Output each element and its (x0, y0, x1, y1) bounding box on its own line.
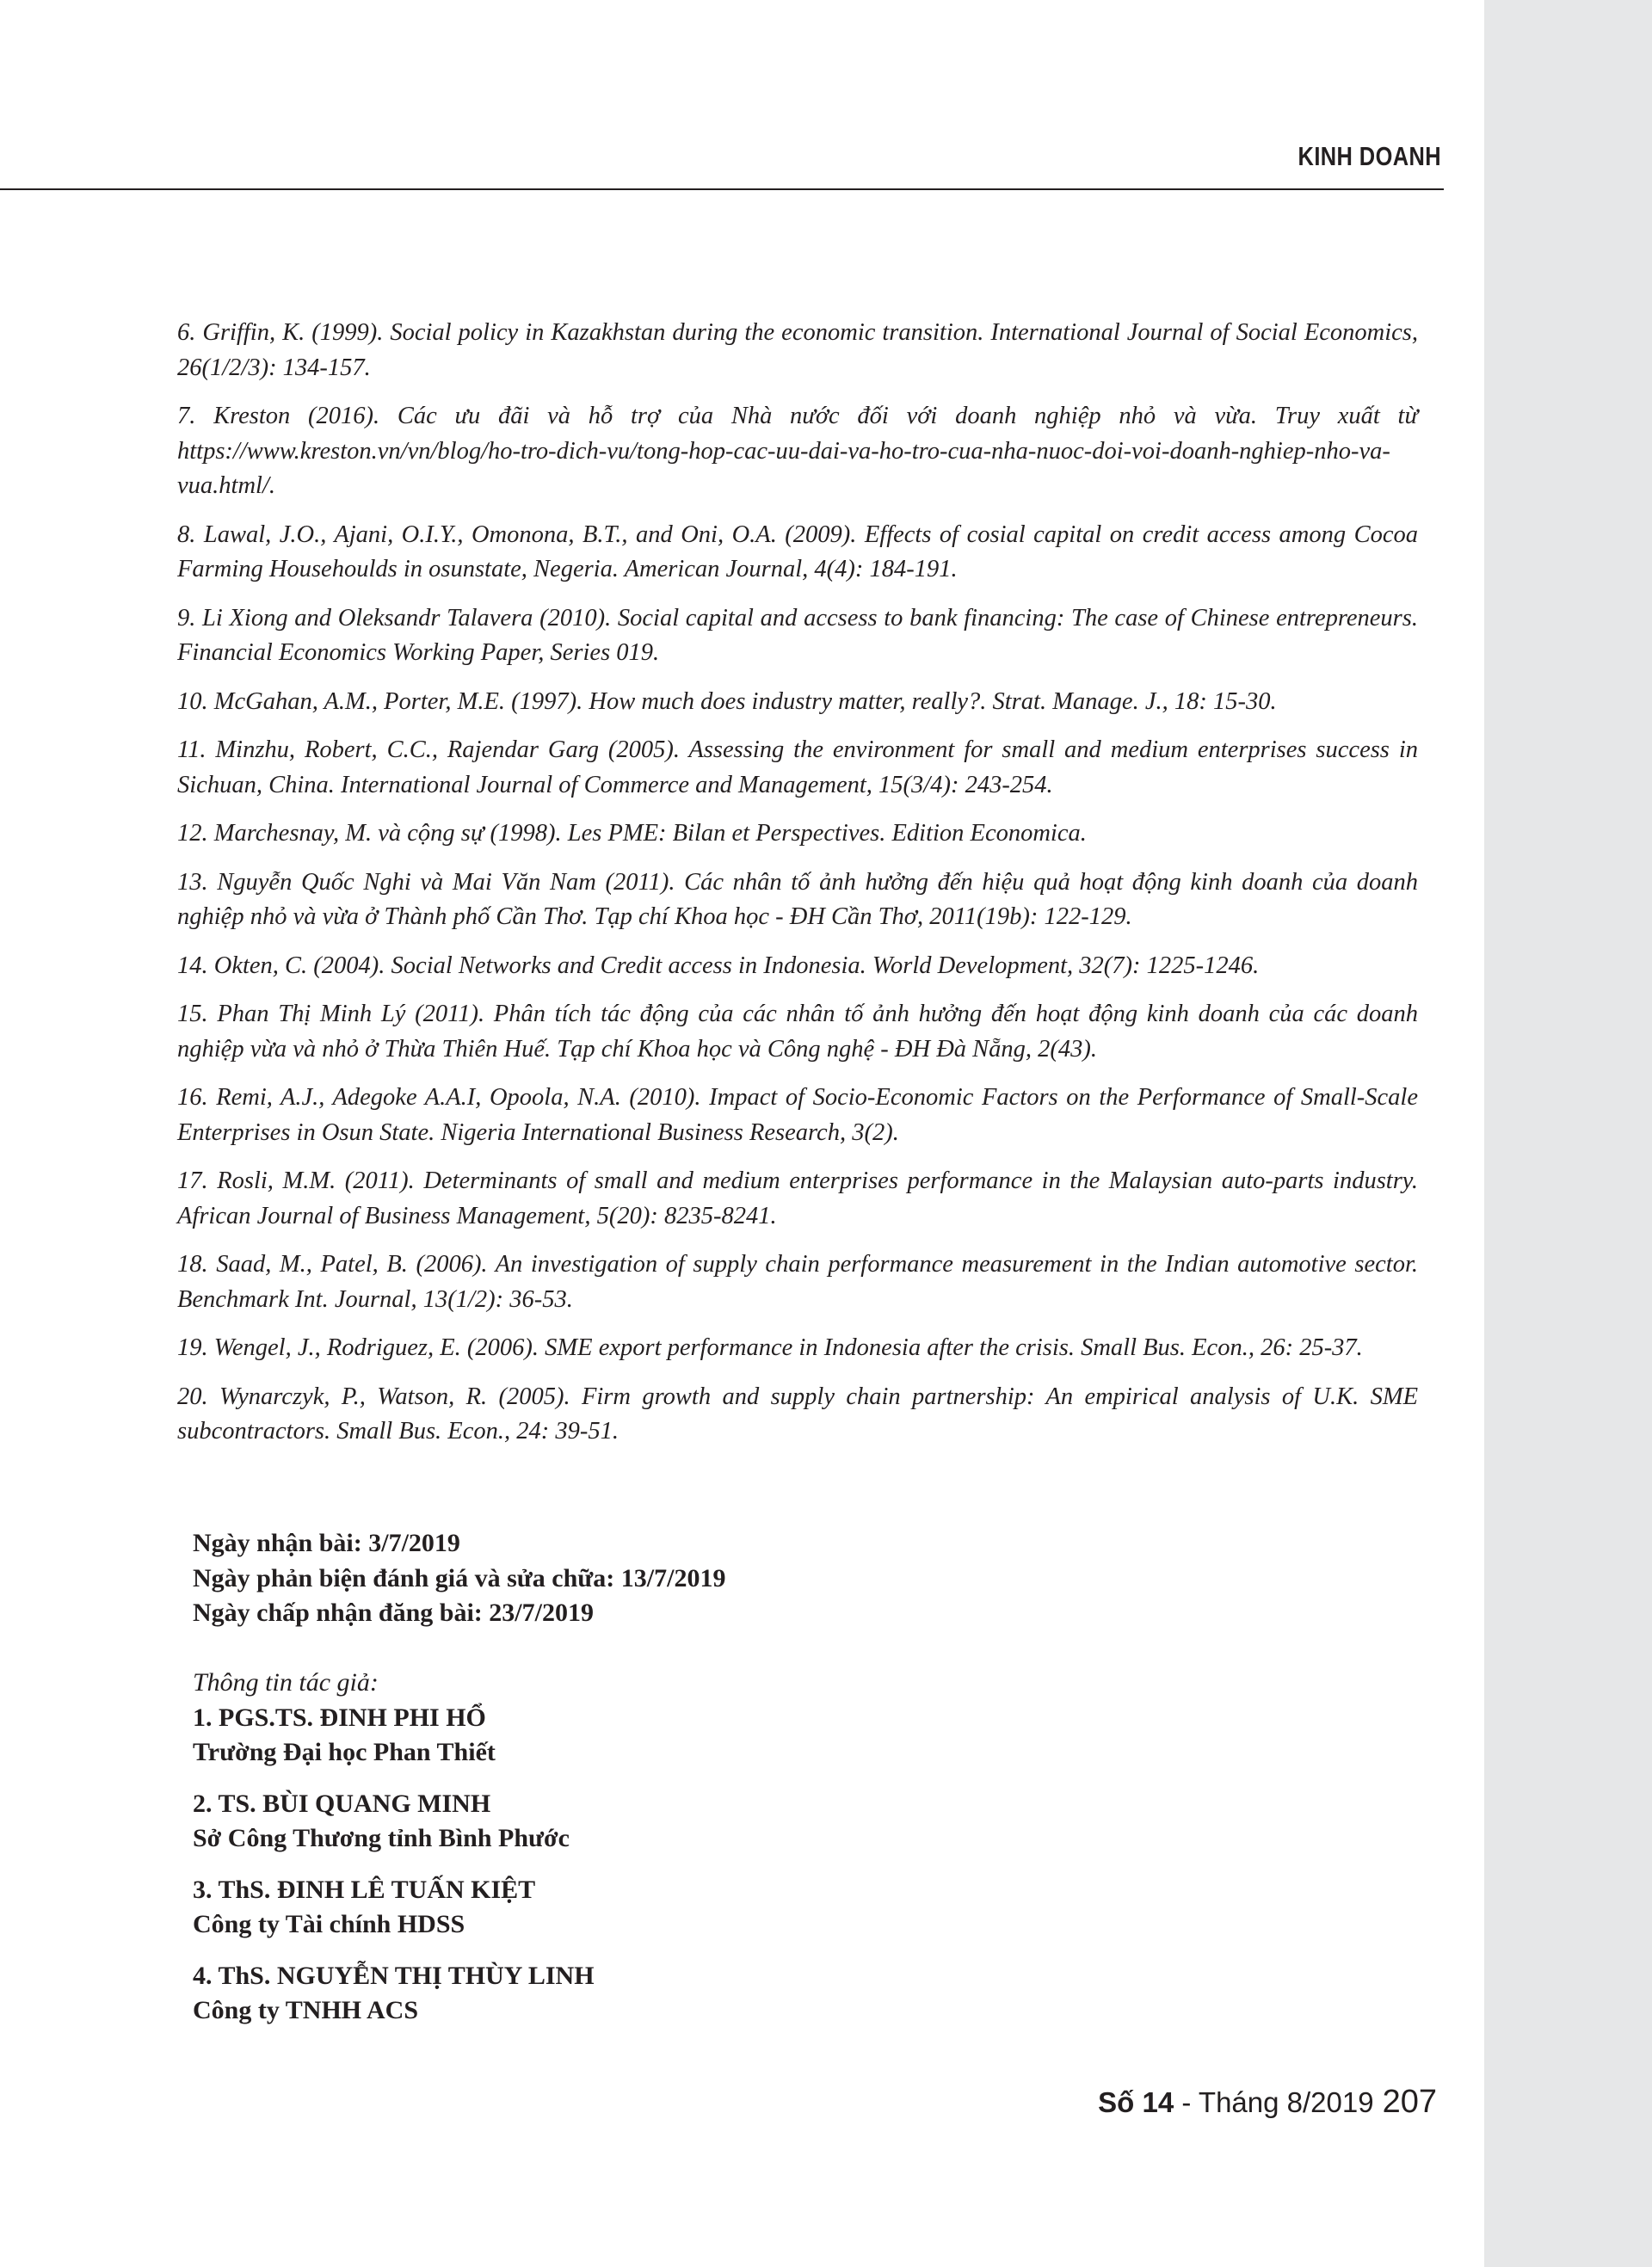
side-margin-band (1484, 0, 1652, 2267)
reference-item: 7. Kreston (2016). Các ưu đãi và hỗ trợ của Nhà nước đối với doanh nghiệp nhỏ và vừa. Truy xuất từ https://www.kreston.vn/vn/blog/ho-tro-dich-vu/tong-hop-cac-uu-dai-va-ho-tro-cua-nha-nuoc-doi-voi-doanh-nghiep-nho-va-vua.html/. (177, 403, 1418, 499)
article-dates (193, 1526, 1311, 1631)
reference-item: 9. Li Xiong and Oleksandr Talavera (2010). Social capital and accsess to bank financing: The case of Chinese entrepreneurs. Financial Economics Working Paper, Series 019. (177, 604, 1418, 666)
reference-item: 12. Marchesnay, M. và cộng sự (1998). Les PME: Bilan et Perspectives. Edition Economica. (177, 820, 1087, 847)
author-name: 4. ThS. NGUYỄN THỊ THÙY LINH (193, 1961, 595, 1990)
reference-item: 6. Griffin, K. (1999). Social policy in Kazakhstan during the economic transition. International Journal of Social Economics, 26(1/2/3): 134-157. (177, 319, 1418, 381)
section-label: KINH DOANH (1298, 141, 1441, 171)
accepted-date: Ngày chấp nhận đăng bài: 23/7/2019 (193, 1599, 594, 1627)
review-date: Ngày phản biện đánh giá và sửa chữa: 13/7/2019 (193, 1563, 726, 1592)
page-number: 207 (1382, 2084, 1437, 2120)
author-name: 2. TS. BÙI QUANG MINH (193, 1789, 491, 1818)
reference-item: 11. Minzhu, Robert, C.C., Rajendar Garg (2005). Assessing the environment for small and medium enterprises success in Sichuan, China. International Journal of Commerce and Management, 15(3/4): 243-254. (177, 736, 1418, 798)
author-name: 1. PGS.TS. ĐINH PHI HỔ (193, 1703, 486, 1732)
author-entry (193, 1959, 1311, 2029)
footer-separator: - (1174, 2086, 1199, 2118)
issue-number: Số 14 (1098, 2086, 1174, 2118)
author-info (193, 1666, 1311, 2045)
issue-month: Tháng 8/2019 (1198, 2086, 1374, 2118)
received-date: Ngày nhận bài: 3/7/2019 (193, 1529, 460, 1557)
reference-item: 13. Nguyễn Quốc Nghi và Mai Văn Nam (2011). Các nhân tố ảnh hưởng đến hiệu quả hoạt động kinh doanh của doanh nghiệp nhỏ và vừa ở Thành phố Cần Thơ. Tạp chí Khoa học - ĐH Cần Thơ, 2011(19b): 122-129. (177, 868, 1418, 930)
reference-item: 10. McGahan, A.M., Porter, M.E. (1997). How much does industry matter, really?. Strat. Manage. J., 18: 15-30. (177, 687, 1277, 715)
reference-list (177, 316, 1418, 1463)
author-affiliation: Công ty Tài chính HDSS (193, 1910, 465, 1938)
page-footer (1098, 2084, 1437, 2121)
reference-item: 14. Okten, C. (2004). Social Networks and Credit access in Indonesia. World Development, 32(7): 1225-1246. (177, 952, 1260, 979)
reference-item: 16. Remi, A.J., Adegoke A.A.I, Opoola, N.A. (2010). Impact of Socio-Economic Factors on the Performance of Small-Scale Enterprises in Osun State. Nigeria International Business Research, 3(2). (177, 1084, 1418, 1146)
reference-item: 18. Saad, M., Patel, B. (2006). An investigation of supply chain performance measurement in the Indian automotive sector. Benchmark Int. Journal, 13(1/2): 36-53. (177, 1251, 1418, 1313)
author-info-heading: Thông tin tác giả: (193, 1668, 379, 1697)
reference-item: 17. Rosli, M.M. (2011). Determinants of small and medium enterprises performance in the Malaysian auto-parts industry. African Journal of Business Management, 5(20): 8235-8241. (177, 1167, 1418, 1229)
reference-item: 8. Lawal, J.O., Ajani, O.I.Y., Omonona, B.T., and Oni, O.A. (2009). Effects of cosial capital on credit access among Cocoa Farming Househoulds in osunstate, Negeria. American Journal, 4(4): 184-191. (177, 521, 1418, 582)
header-rule (0, 188, 1444, 190)
author-entry (193, 1701, 1311, 1771)
author-entry (193, 1787, 1311, 1857)
author-affiliation: Công ty TNHH ACS (193, 1996, 419, 2024)
reference-item: 15. Phan Thị Minh Lý (2011). Phân tích tác động của các nhân tố ảnh hưởng đến hoạt động kinh doanh của các doanh nghiệp vừa và nhỏ ở Thừa Thiên Huế. Tạp chí Khoa học và Công nghệ - ĐH Đà Nẵng, 2(43). (177, 1001, 1418, 1063)
reference-item: 20. Wynarczyk, P., Watson, R. (2005). Firm growth and supply chain partnership: An empirical analysis of U.K. SME subcontractors. Small Bus. Econ., 24: 39-51. (177, 1383, 1418, 1445)
reference-item: 19. Wengel, J., Rodriguez, E. (2006). SME export performance in Indonesia after the crisis. Small Bus. Econ., 26: 25-37. (177, 1334, 1363, 1361)
author-affiliation: Trường Đại học Phan Thiết (193, 1738, 496, 1766)
author-affiliation: Sở Công Thương tỉnh Bình Phước (193, 1824, 570, 1852)
author-entry (193, 1873, 1311, 1943)
author-name: 3. ThS. ĐINH LÊ TUẤN KIỆT (193, 1875, 536, 1904)
